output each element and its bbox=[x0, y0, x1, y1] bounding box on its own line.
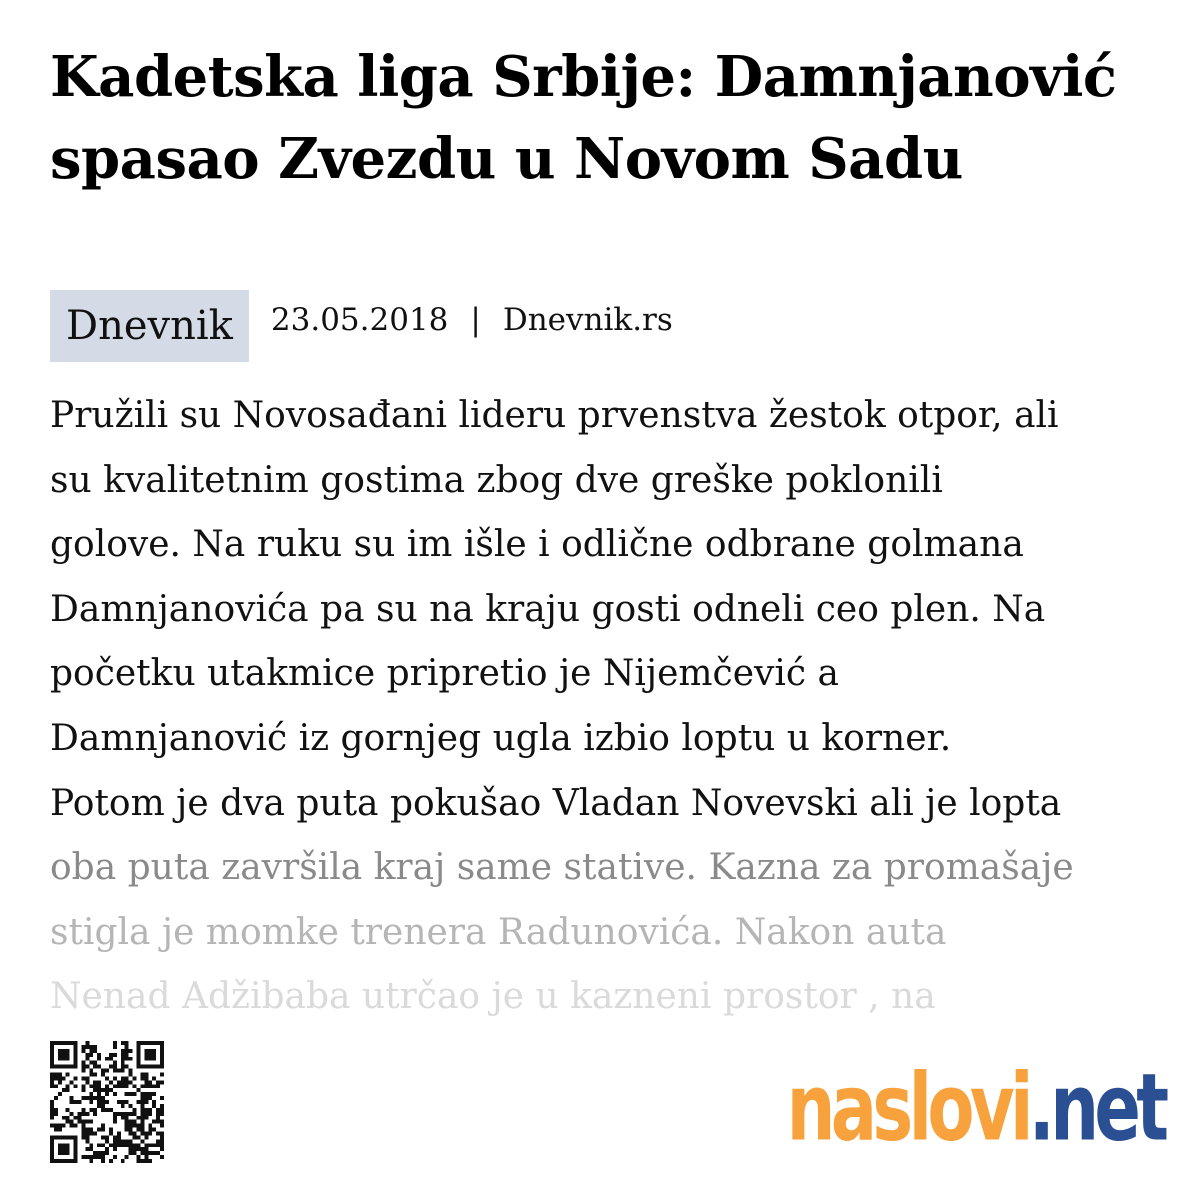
article-line: Pružili su Novosađani lideru prvenstva žestok otpor, ali bbox=[50, 395, 1059, 436]
article-line: Nenad Adžibaba utrčao je u kazneni prostor , na bbox=[50, 976, 936, 1018]
qr-code-icon[interactable] bbox=[50, 1040, 164, 1164]
meta-text bbox=[271, 302, 673, 338]
article-meta bbox=[50, 290, 673, 362]
article-line: Damnjanović iz gornjeg ugla izbio loptu u korner. bbox=[50, 717, 952, 759]
source-badge[interactable]: Dnevnik bbox=[50, 290, 249, 362]
article-line: golove. Na ruku su im išle i odlične odbrane golmana bbox=[50, 524, 1024, 566]
meta-separator: | bbox=[470, 302, 481, 338]
logo-part-net: .net bbox=[1028, 1053, 1164, 1162]
logo-part-naslovi: naslovi bbox=[786, 1053, 1029, 1162]
source-site-link[interactable]: Dnevnik.rs bbox=[502, 302, 673, 338]
article-line: Damnjanovića pa su na kraju gosti odneli ceo plen. Na bbox=[50, 588, 1046, 630]
naslovi-net-logo[interactable] bbox=[786, 1053, 1164, 1162]
article-line: Potom je dva puta pokušao Vladan Novevski ali je lopta bbox=[50, 782, 1062, 824]
article-line: su kvalitetnim gostima zbog dve greške poklonili bbox=[50, 459, 943, 501]
article-body bbox=[50, 384, 1160, 1030]
article-line: početku utakmice pripretio je Nijemčević a bbox=[50, 653, 839, 695]
article-line: oba puta završila kraj same stative. Kazna za promašaje bbox=[50, 847, 1074, 889]
article-line: stigla je momke trenera Radunovića. Nakon auta bbox=[50, 911, 947, 953]
article-title: Kadetska liga Srbije: Damnjanović spasao Zvezdu u Novom Sadu bbox=[50, 44, 1117, 192]
article-date: 23.05.2018 bbox=[270, 302, 449, 338]
